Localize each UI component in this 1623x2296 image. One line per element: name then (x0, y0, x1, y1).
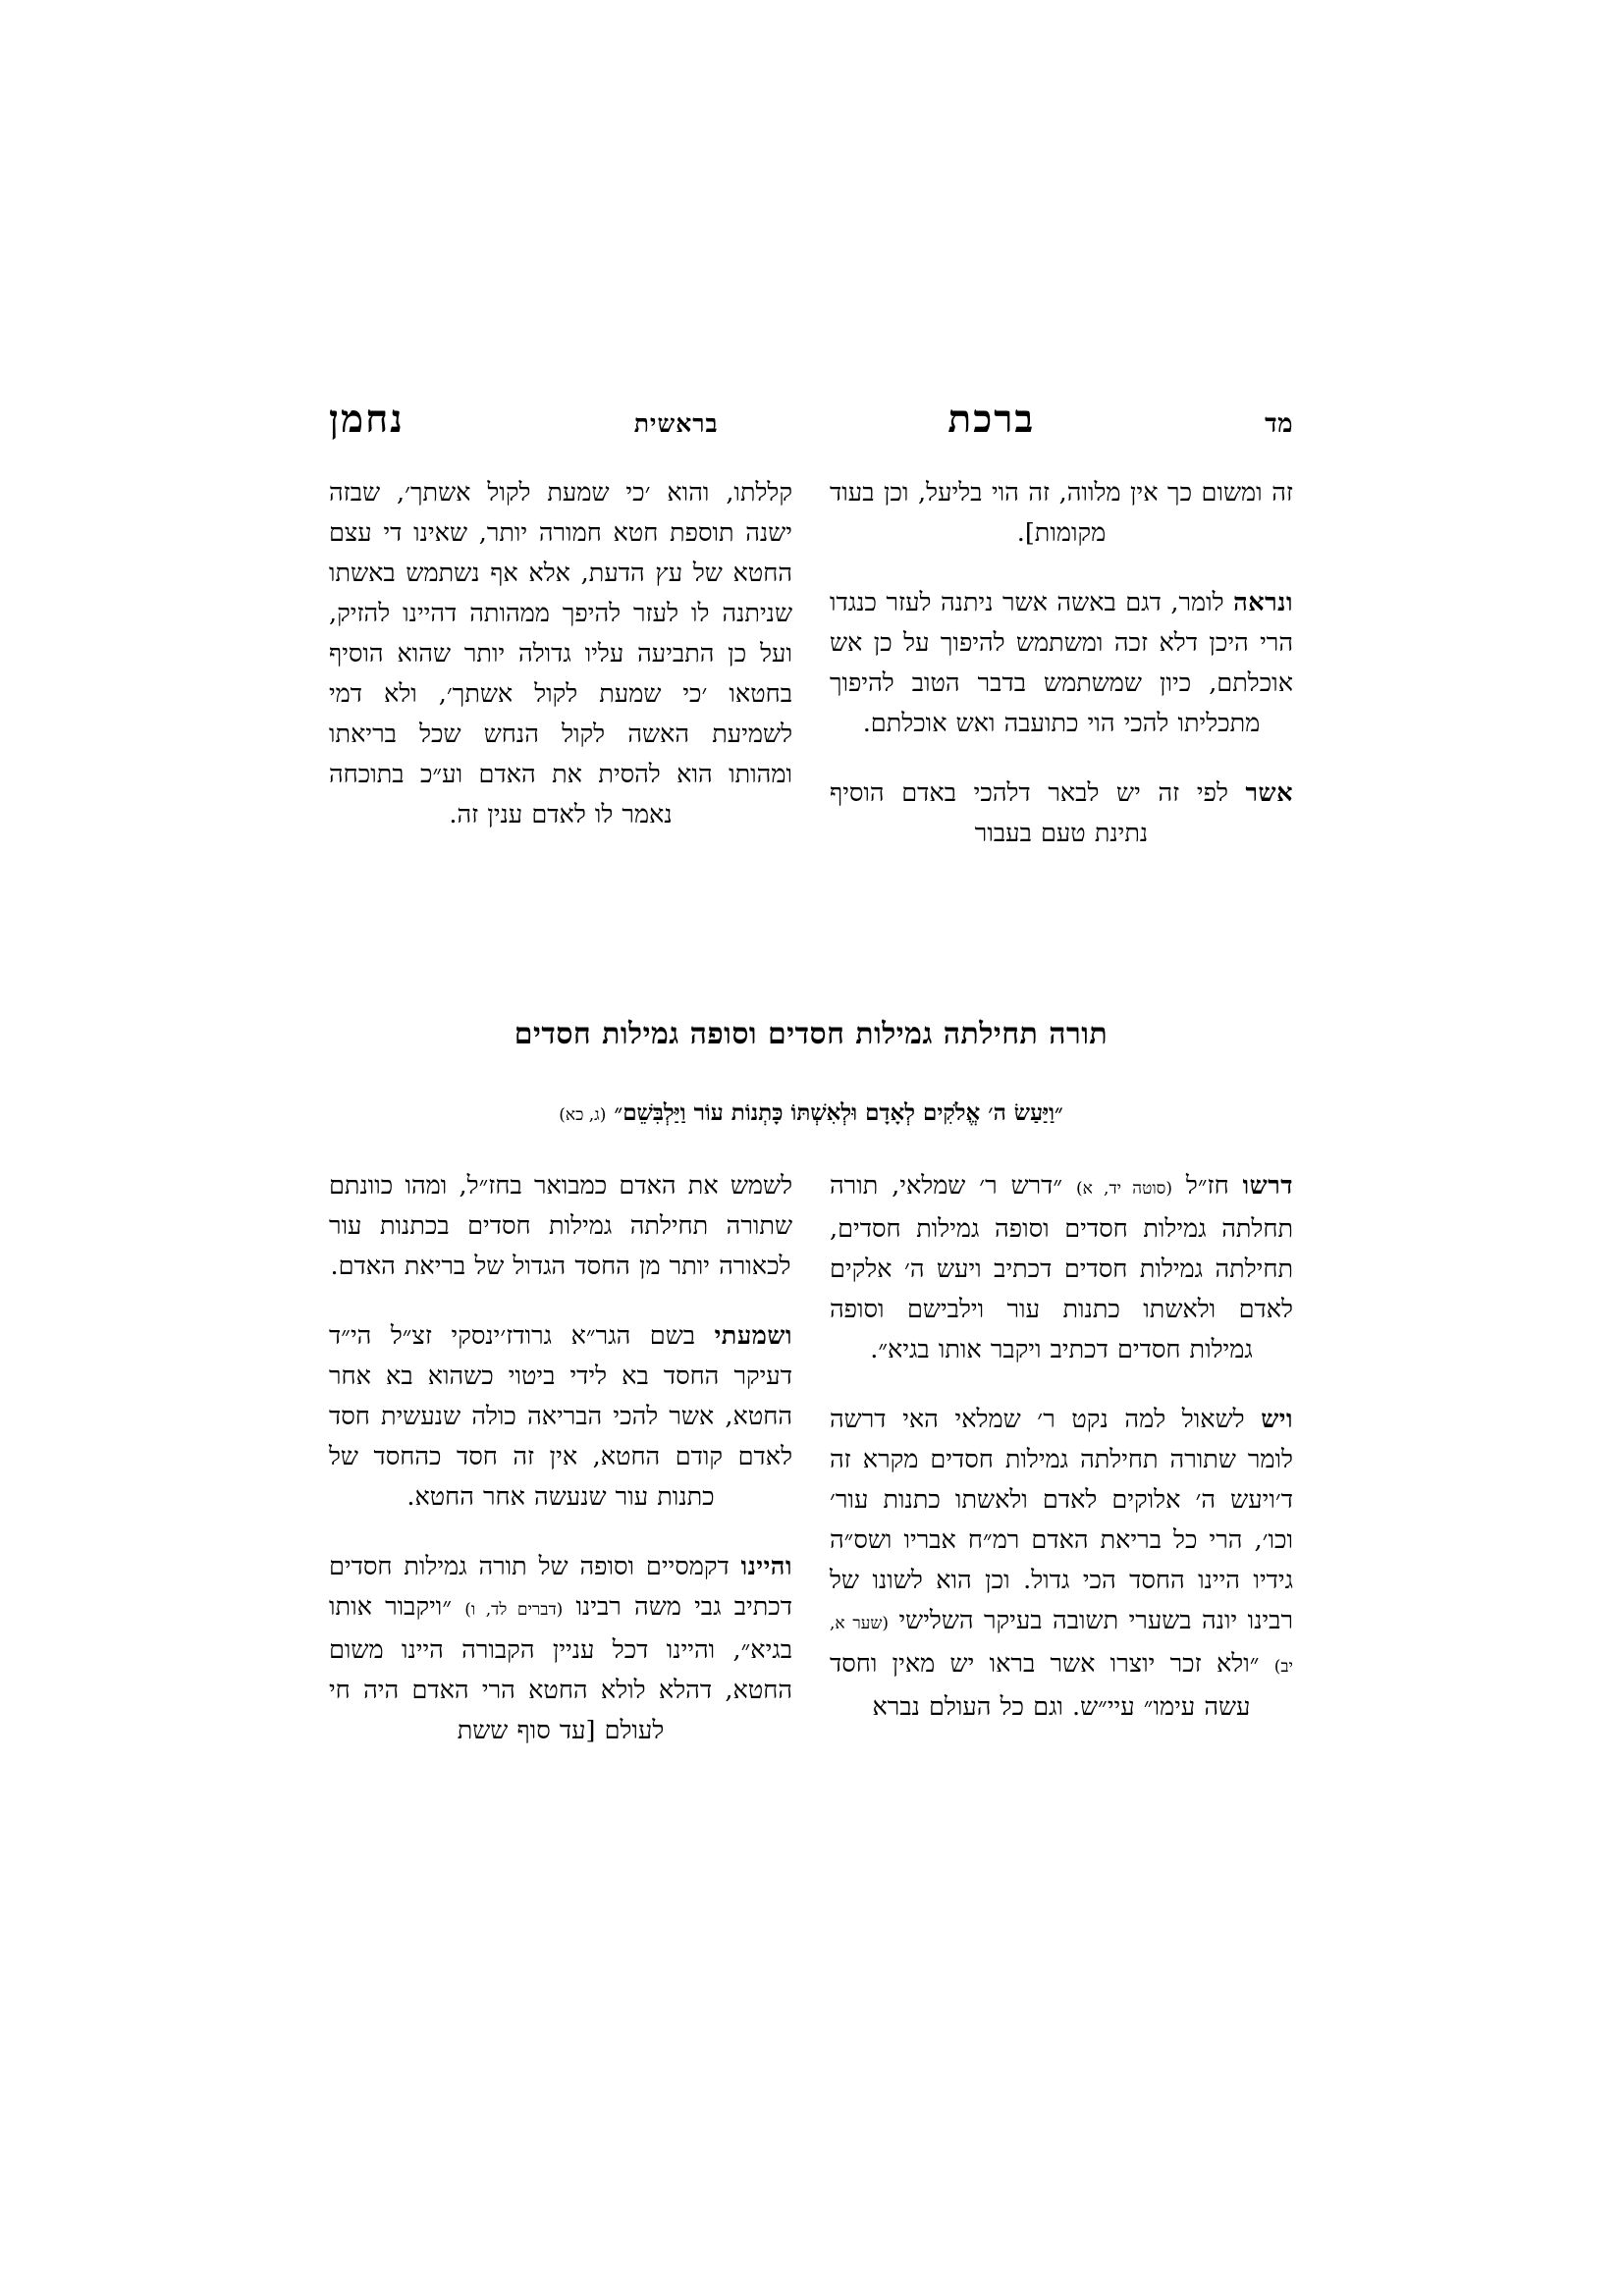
paragraph (830, 774, 1293, 854)
top-text-block (329, 473, 1293, 854)
bottom-text-block (329, 1166, 1293, 1751)
source-reference: (סוטה יד, א) (1076, 1179, 1172, 1199)
verse-text: ״וַיַּעַשׂ ה׳ אֱלֹקִים לְאָדָם וּלְאִשְׁתּוֹ כָּתְנוֹת עוֹר וַיַּלְבִּשֵׁם״ (614, 1099, 1063, 1126)
paragraph (830, 583, 1293, 744)
paragraph-text-before-source: חז״ל (1171, 1171, 1243, 1201)
paragraph-text: ״ולא זכר יוצרו אשר בראו יש מאין וחסד עשה עימו״ עיי״ש. וגם כל העולם נברא (830, 1649, 1274, 1722)
paragraph-text: לומר, דגם באשה אשר ניתנה לעזר כנגדו הרי היכן דלא זכה ומשתמש להיפוך על כן אש אוכלתם, כיון שמשתמש בדבר הטוב להיפוך מתכליתו להכי הוי כתועבה ואש אוכלתם. (830, 588, 1293, 738)
paragraph-lead-word: ונראה (1233, 588, 1293, 617)
source-reference: (שער א, יב) (830, 1614, 1293, 1677)
paragraph (329, 1166, 792, 1287)
paragraph (830, 1400, 1293, 1728)
paragraph (329, 1316, 792, 1518)
page-folio-number: מד (1265, 409, 1293, 439)
paragraph-text: לפי זה יש לבאר דלהכי באדם הוסיף נתינת טעם בעבור (830, 778, 1246, 848)
paragraph-text-before-source: לשאול למה נקט ר׳ שמלאי האי דרשה לומר שתורה תחילתה גמילות חסדים מקרא זה ד׳ויעש ה׳ אלוקים לאדם ולאשתו כתנות עור׳ וכו׳, הרי כל בריאת האדם רמ״ח אבריו ושס״ה גידיו היינו החסד הכי גדול. וכן הוא לשונו של רבינו יונה בשערי תשובה בעיקר השלישי (830, 1405, 1293, 1635)
top-left-column (329, 473, 792, 854)
bottom-left-column (329, 1166, 792, 1751)
verse-citation-line (329, 1099, 1293, 1126)
paragraph (329, 473, 792, 835)
paragraph (329, 1547, 792, 1751)
paragraph-text: לשמש את האדם כמבואר בחז״ל, ומהו כוונתם שתורה תחילתה גמילות חסדים בכתנות עור לכאורה יותר מן החסד הגדול של בריאת האדם. (329, 1171, 792, 1281)
paragraph-text: קללתו, והוא ׳כי שמעת לקול אשתך׳, שבזה ישנה תוספת חטא חמורה יותר, שאינו די עצם החטא של עץ הדעת, אלא אף נשתמש באשתו שניתנה לו לעזר להיפך ממהותה דהיינו להזיק, ועל כן התביעה עליו גדולה יותר שהוא הוסיף בחטאו ׳כי שמעת לקול אשתך׳, ולא דמי לשמיעת האשה לקול הנחש שכל בריאתו ומהותו הוא להסית את האדם וע״כ בתוכחה נאמר לו לאדם ענין זה. (329, 478, 792, 829)
paragraph-lead-word: דרשו (1242, 1171, 1293, 1201)
parasha-title: בראשית (633, 409, 719, 438)
source-reference: (דברים לד, ו) (464, 1600, 564, 1620)
section-heading: תורה תחילתה גמילות חסדים וסופה גמילות חסדים (514, 1017, 1109, 1051)
verse-source-reference: (ג, כא) (559, 1105, 607, 1125)
paragraph-text: זה ומשום כך אין מלווה, זה הוי בליעל, וכן בעוד מקומות]. (830, 478, 1293, 548)
bottom-right-column (830, 1166, 1293, 1751)
paragraph-lead-word: אשר (1245, 778, 1293, 808)
paragraph-text: בשם הגר״א גרודז׳ינסקי זצ״ל הי״ד דעיקר החסד בא לידי ביטוי כשהוא בא אחר החטא, אשר להכי הבריאה כולה שנעשית חסד לאדם קודם החטא, אין זה חסד כהחסד של כתנות עור שנעשה אחר החטא. (329, 1321, 792, 1512)
book-title-part-right: ברכת (947, 397, 1036, 442)
paragraph-text-before-source: דקמסיים וסופה של תורה גמילות חסדים דכתיב גבי משה רבינו (329, 1552, 792, 1622)
paragraph (830, 1166, 1293, 1370)
top-right-column (830, 473, 1293, 854)
paragraph-text: ״דרש ר׳ שמלאי, תורה תחלתה גמילות חסדים וסופה גמילות חסדים, תחילתה גמילות חסדים דכתיב ויעש ה׳ אלקים לאדם ולאשתו כתנות עור וילבישם וסופה גמילות חסדים דכתיב ויקבר אותו בגיא״. (830, 1171, 1293, 1364)
paragraph-lead-word: ויש (1261, 1405, 1293, 1434)
paragraph-lead-word: והיינו (740, 1552, 792, 1581)
paragraph-lead-word: ושמעתי (714, 1321, 792, 1351)
running-header (329, 397, 1293, 452)
book-title-part-left: נחמן (329, 397, 405, 442)
paragraph (830, 473, 1293, 554)
paragraph-text: ״ויקבור אותו בגיא״, והיינו דכל עניין הקבורה היינו משום החטא, דהלא לולא החטא הרי האדם היה חי לעולם [עד סוף ששת (329, 1592, 792, 1745)
